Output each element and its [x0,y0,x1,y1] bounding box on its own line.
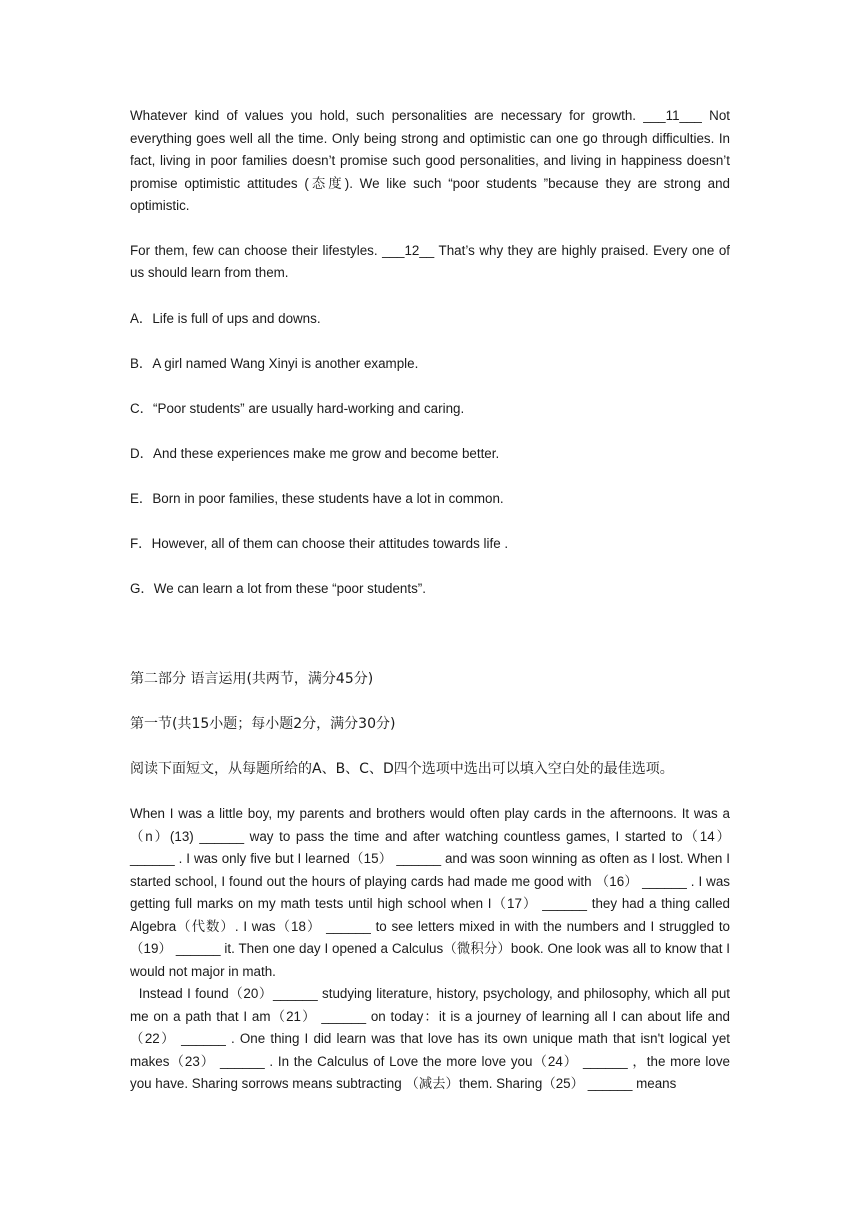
section-one-title: 第一节(共15小题；每小题2分，满分30分) [130,716,396,732]
option-b: B．A girl named Wang Xinyi is another example. [130,356,419,371]
part-two-title: 第二部分 语言运用(共两节，满分45分) [130,671,374,687]
option-d: D．And these experiences make me grow and become better. [130,446,500,461]
option-a: A．Life is full of ups and downs. [130,311,321,326]
cloze-instruction: 阅读下面短文，从每题所给的A、B、C、D四个选项中选出可以填入空白处的最佳选项。 [130,761,674,777]
option-c: C．“Poor students” are usually hard-working and caring. [130,401,465,416]
cloze-paragraph-1: When I was a little boy, my parents and brothers would often play cards in the afternoons. It was a（n）(13) ______ way to pass the time and after watching countless games, I started to（14） ______ . I was only five but I learned（15） ______ and was soon winning as often as I lost. When I started school, I found out the hours of playing cards had made me good with （16） ______ . I was getting full marks on my math tests until high school when I（17） ______ they had a thing called Algebra（代数）. I was（18） ______ to see letters mixed in with the numbers and I struggled to（19） ______ it. Then one day I opened a Calculus（微积分）book. One look was all to know that I would not major in math. [130,806,730,979]
option-g: G．We can learn a lot from these “poor students”. [130,581,426,596]
passage-paragraph-1: Whatever kind of values you hold, such personalities are necessary for growth. ___11___ Not everything goes well all the time. Only being strong and optimistic can one go through difficulties. In fact, living in poor families doesn’t promise such good personalities, and living in happiness doesn’t promise optimistic attitudes (态度). We like such “poor students ”because they are strong and optimistic. [130,108,730,213]
reading-passage-end [130,105,730,285]
cloze-passage [130,803,734,1096]
cloze-paragraph-2: Instead I found（20）______ studying literature, history, psychology, and philosophy, which all put me on a path that I am（21） ______ on today：it is a journey of learning all I can about life and（22） ______ . One thing I did learn was that love has its own unique math that isn't logical yet makes（23） ______ . In the Calculus of Love the more love you（24） ______ ，the more love you have. Sharing sorrows means subtracting （减去）them. Sharing（25） ______ means [130,986,734,1091]
option-e: E．Born in poor families, these students have a lot in common. [130,491,504,506]
option-f: F．However, all of them can choose their attitudes towards life . [130,536,509,551]
passage-paragraph-2: For them, few can choose their lifestyles. ___12__ That’s why they are highly praised. Every one of us should learn from them. [130,242,730,280]
